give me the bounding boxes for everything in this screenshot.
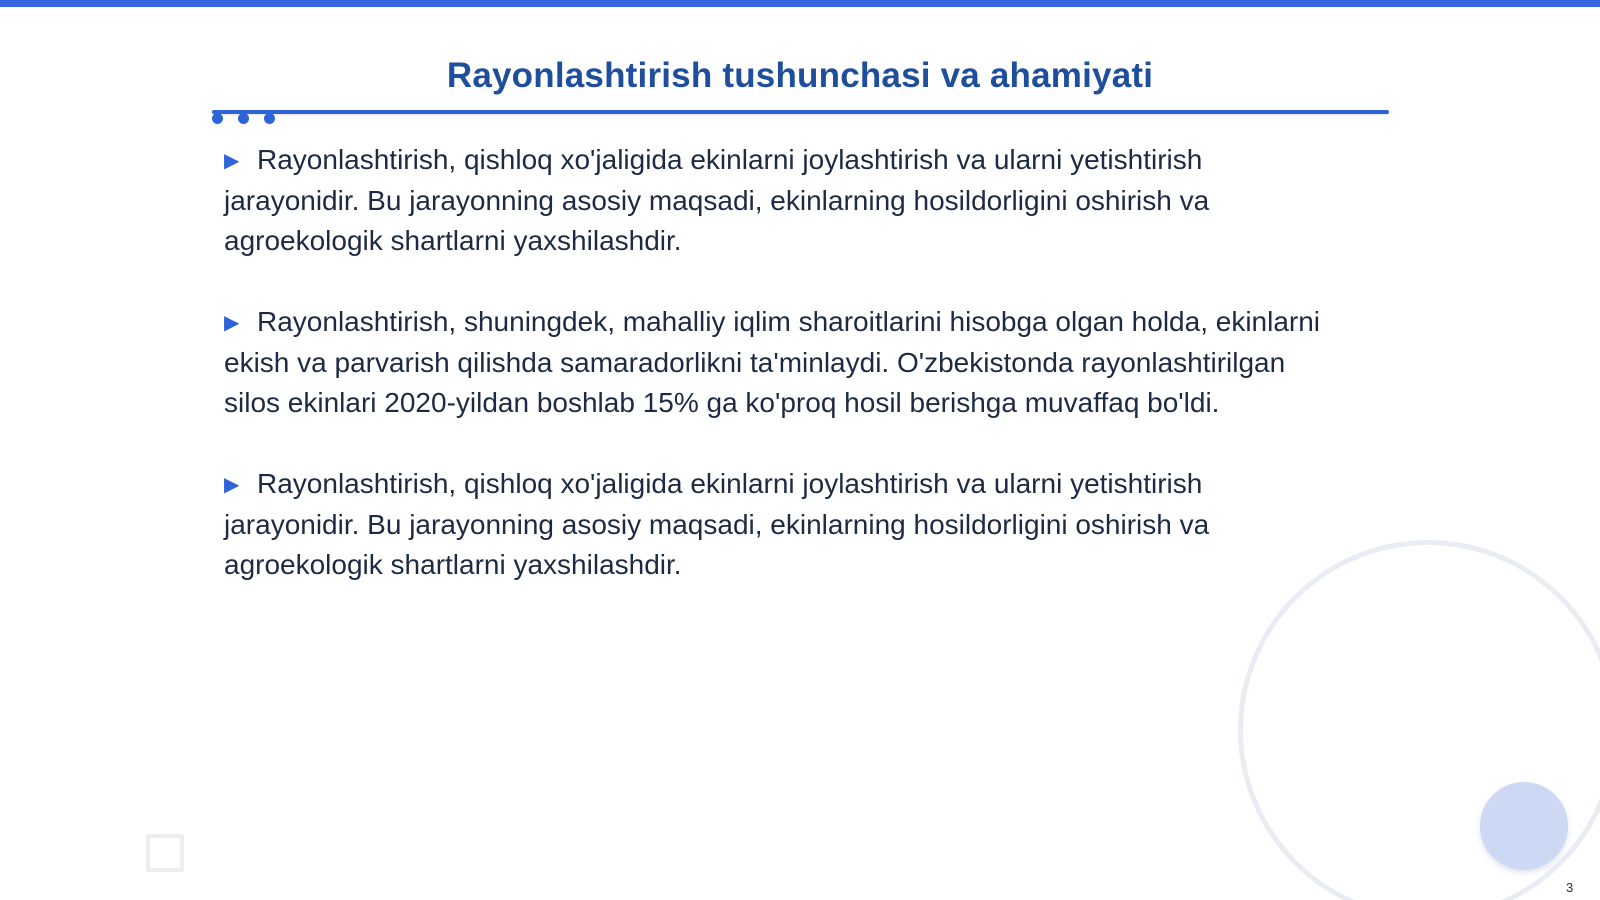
triangle-right-icon: ▶: [224, 150, 240, 172]
bullet-list: [224, 140, 1324, 626]
triangle-right-icon: ▶: [224, 474, 240, 496]
bullet-paragraph-3: [224, 464, 1324, 585]
page-number: 3: [1566, 880, 1574, 895]
decorative-dot-icon: [264, 113, 275, 124]
triangle-right-icon: ▶: [224, 312, 240, 334]
decorative-square-icon: [146, 834, 184, 872]
bullet-text: Rayonlashtirish, qishloq xo'jaligida ekinlarni joylashtirish va ularni yetishtirish jarayonidir. Bu jarayonning asosiy maqsadi, ekinlarning hosildorligini oshirish va agroekologik shartlarni yaxshilashdir.: [224, 144, 1210, 256]
bullet-text: Rayonlashtirish, qishloq xo'jaligida ekinlarni joylashtirish va ularni yetishtirish jarayonidir. Bu jarayonning asosiy maqsadi, ekinlarning hosildorligini oshirish va agroekologik shartlarni yaxshilashdir.: [224, 468, 1210, 580]
slide-title: Rayonlashtirish tushunchasi va ahamiyati: [446, 56, 1154, 95]
bullet-text: Rayonlashtirish, shuningdek, mahalliy iqlim sharoitlarini hisobga olgan holda, ekinlarni ekish va parvarish qilishda samaradorlikni ta'minlaydi. O'zbekistonda rayonlashtirilgan silos ekinlari 2020-yildan boshlab 15% ga ko'proq hosil berishga muvaffaq bo'ldi.: [224, 306, 1321, 418]
bullet-paragraph-1: [224, 140, 1324, 261]
decorative-circle-icon: [1480, 782, 1568, 870]
top-accent-bar: [0, 0, 1600, 7]
decorative-dot-icon: [212, 113, 223, 124]
title-underline: [212, 110, 1389, 114]
decorative-dot-icon: [238, 113, 249, 124]
bullet-paragraph-2: [224, 302, 1324, 423]
